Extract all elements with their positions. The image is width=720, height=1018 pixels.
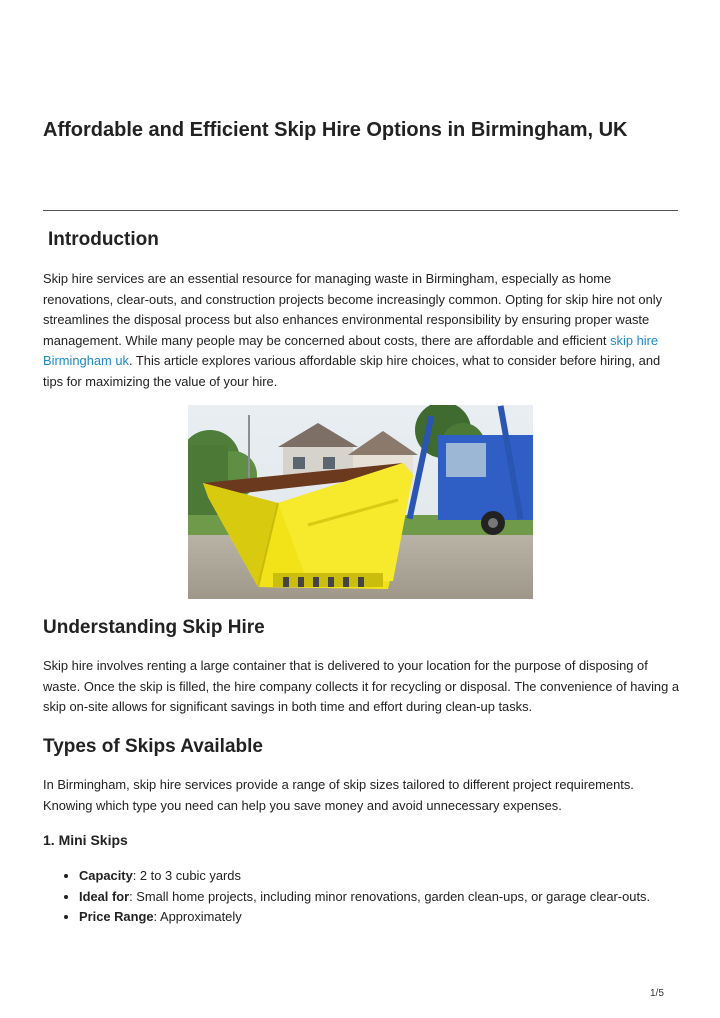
understanding-paragraph: Skip hire involves renting a large container that is delivered to your location for the purpose of disposing of waste. Once the skip is filled, the hire company collects it for recycling or disposal. The convenience of having a skip on-site allows for significant savings in both time and effort during clean-up tasks.	[43, 658, 680, 714]
title-divider	[43, 210, 678, 211]
list-item	[79, 887, 699, 908]
list-item-value: : Small home projects, including minor renovations, garden clean-ups, or garage clear-outs.	[129, 888, 651, 904]
skip-hire-photo	[188, 405, 533, 599]
intro-text-end: . This article explores various affordable skip hire choices, what to consider before hiring, and tips for maximizing the value of your hire.	[43, 353, 661, 389]
heading-mini-skips: 1. Mini Skips	[43, 832, 128, 848]
skip-hire-link[interactable]: skip hire Birmingham uk	[43, 332, 659, 368]
document-title: Affordable and Efficient Skip Hire Options in Birmingham, UK	[43, 119, 628, 141]
mini-skips-list	[43, 866, 699, 928]
intro-text: Skip hire services are an essential resource for managing waste in Birmingham, especially as home renovations, clear-outs, and construction projects become increasingly common. Opting for skip hire not only streamlines the disposal process but also enhances environmental responsibility by ensuring proper waste management. While many people may be concerned about costs, there are affordable and efficient	[43, 271, 663, 348]
heading-understanding: Understanding Skip Hire	[43, 617, 265, 638]
skip-photo-illustration	[188, 405, 533, 599]
list-item-value: : 2 to 3 cubic yards	[132, 868, 241, 883]
list-item	[79, 866, 699, 887]
list-item-label: Price Range	[79, 909, 154, 924]
heading-introduction: Introduction	[48, 229, 159, 250]
intro-paragraph	[43, 269, 683, 392]
page-number: 1/5	[650, 988, 664, 999]
list-item-label: Ideal for	[79, 888, 130, 904]
types-paragraph: In Birmingham, skip hire services provide a range of skip sizes tailored to different project requirements. Knowing which type you need can help you save money and avoid unnecessary expenses.	[43, 777, 634, 813]
list-item-label: Capacity	[79, 868, 133, 883]
list-item	[79, 907, 699, 928]
list-item-value: : Approximately	[153, 909, 242, 924]
heading-types: Types of Skips Available	[43, 736, 263, 757]
